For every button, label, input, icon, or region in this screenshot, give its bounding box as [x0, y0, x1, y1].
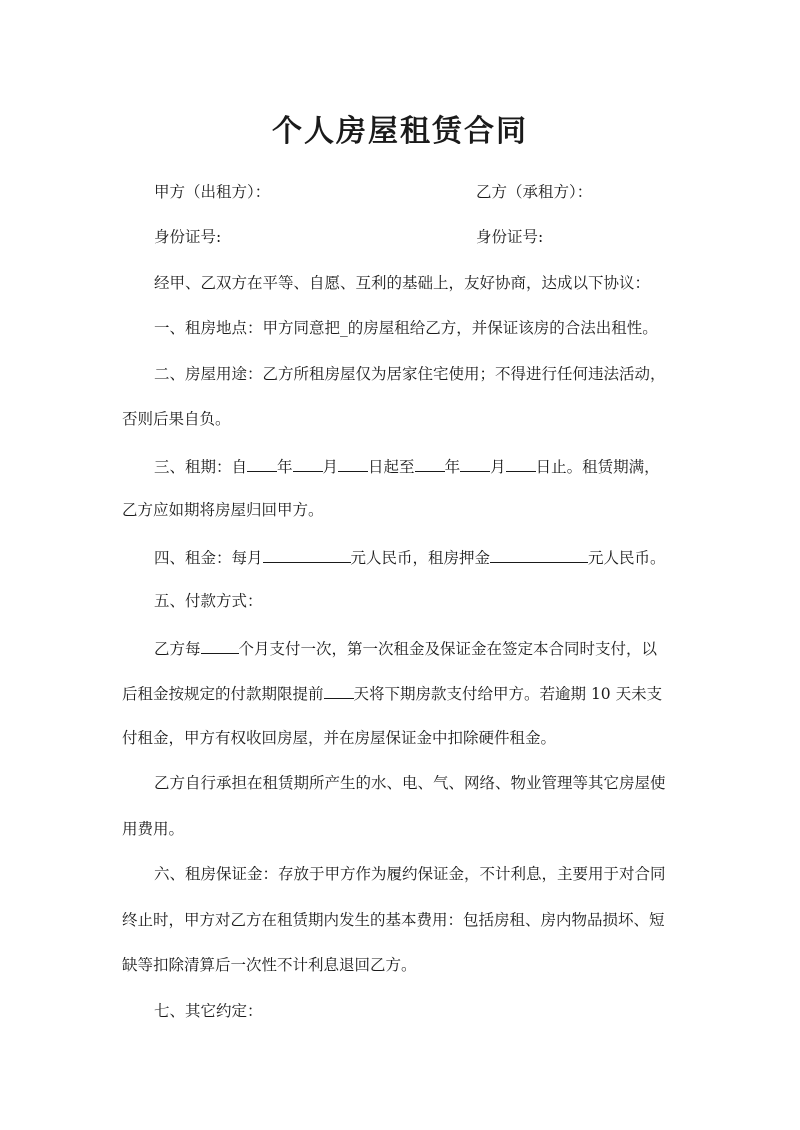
clause-4 — [154, 546, 666, 568]
clause-6-line-3: 缺等扣除清算后一次性不计利息退回乙方。 — [122, 956, 417, 974]
clause-3-part: 日止。租赁期满， — [535, 458, 660, 476]
clause-2-text-1: 二、房屋用途：乙方所租房屋仅为居家住宅使用；不得进行任何违法活动， — [154, 365, 666, 383]
clause-7: 七、其它约定： — [154, 1002, 263, 1020]
payment-part: 乙方每 — [154, 640, 201, 658]
clause-6-line-1: 六、租房保证金：存放于甲方作为履约保证金，不计利息，主要用于对合同 — [154, 865, 666, 883]
advance-days-blank — [324, 682, 354, 699]
start-day-blank — [338, 455, 368, 472]
intro-paragraph: 经甲、乙双方在平等、自愿、互利的基础上，友好协商，达成以下协议： — [154, 274, 651, 292]
clause-2-line-1 — [154, 364, 682, 384]
clause-3-line-1 — [154, 455, 660, 477]
payment-para-2-line-1: 乙方自行承担在租赁期所产生的水、电、气、网络、物业管理等其它房屋使 — [154, 774, 666, 792]
clause-3-part: 月 — [490, 458, 506, 476]
payment-part: 个月支付一次，第一次租金及保证金在签定本合同时支付，以 — [238, 640, 658, 658]
party-b-label: 乙方（承租方）： — [476, 183, 593, 201]
clause-4-part: 元人民币。 — [588, 549, 666, 567]
end-month-blank — [460, 455, 490, 472]
payment-para-1-line-1 — [154, 637, 657, 659]
party-b-id-label: 身份证号: — [476, 228, 544, 246]
clause-4-part: 四、租金：每月 — [154, 549, 263, 567]
payment-para-2-line-2: 用费用。 — [122, 820, 185, 838]
payment-interval-blank — [201, 637, 239, 654]
end-year-blank — [415, 455, 445, 472]
clause-3-part: 年 — [277, 458, 293, 476]
party-a-label: 甲方（出租方）： — [154, 183, 271, 201]
clause-1: 一、租房地点：甲方同意把_的房屋租给乙方，并保证该房的合法出租性。 — [154, 319, 658, 337]
start-month-blank — [293, 455, 323, 472]
clause-3-line-2: 乙方应如期将房屋归回甲方。 — [122, 501, 324, 519]
clause-3-part: 日起至 — [368, 458, 415, 476]
party-a-id-label: 身份证号: — [154, 228, 222, 246]
end-day-blank — [506, 455, 536, 472]
clause-2-line-2: 否则后果自负。 — [122, 410, 231, 428]
clause-4-part: 元人民币，租房押金 — [350, 549, 491, 567]
clause-6-line-2: 终止时，甲方对乙方在租赁期内发生的基本费用：包括房租、房内物品损坏、短 — [122, 911, 665, 929]
payment-part: 后租金按规定的付款期限提前 — [122, 685, 324, 703]
payment-part: 天将下期房款支付给甲方。若逾期 10 天未支 — [353, 685, 663, 703]
clause-3-part: 三、租期：自 — [154, 458, 248, 476]
document-title: 个人房屋租赁合同 — [272, 114, 528, 149]
clause-3-part: 年 — [444, 458, 461, 476]
payment-para-1-line-3: 付租金，甲方有权收回房屋，并在房屋保证金中扣除硬件租金。 — [122, 729, 557, 747]
monthly-rent-blank — [263, 546, 351, 563]
start-year-blank — [247, 455, 277, 472]
clause-3-part: 月 — [322, 458, 339, 476]
deposit-blank — [490, 546, 588, 563]
clause-5: 五、付款方式： — [154, 592, 263, 610]
payment-para-1-line-2 — [122, 682, 662, 704]
